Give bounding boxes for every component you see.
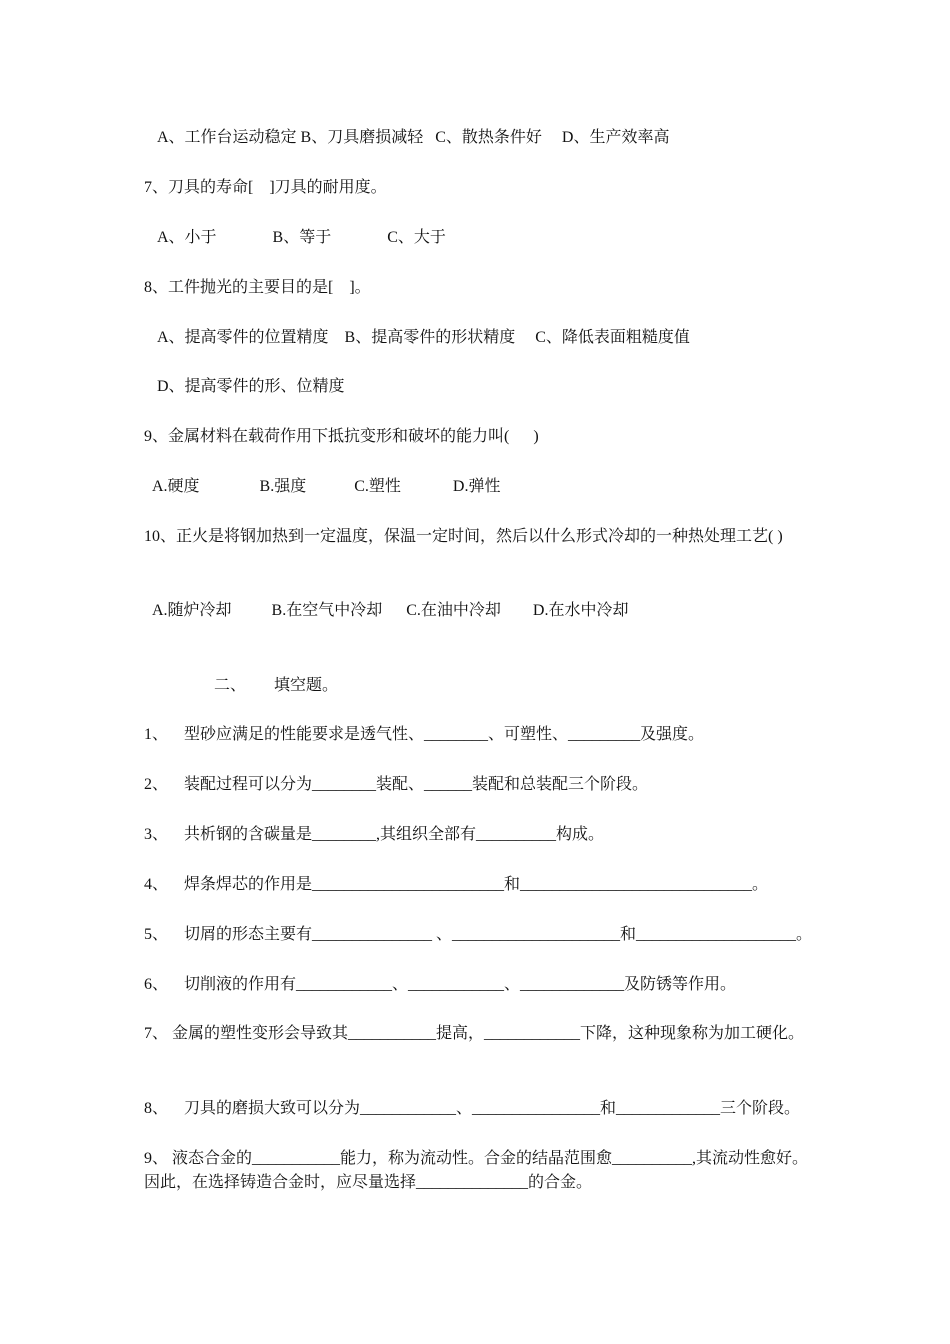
q9-stem: 9、金属材料在载荷作用下抵抗变形和破坏的能力叫( ) [144,428,539,445]
fill-item: 2、 装配过程可以分为________装配、______装配和总装配三个阶段。 [144,776,649,793]
q10-options: A.随炉冷却 B.在空气中冷却 C.在油中冷却 D.在水中冷却 [152,602,629,619]
q10-stem: 10、正火是将钢加热到一定温度，保温一定时间，然后以什么形式冷却的一种热处理工艺( ) [144,528,783,545]
q9-options: A.硬度 B.强度 C.塑性 D.弹性 [152,478,501,495]
fill-item: 9、 液态合金的___________能力，称为流动性。合金的结晶范围愈__________,其流动性愈好。因此，在选择铸造合金时，应尽量选择______________的合金。 [144,1150,809,1191]
fill-item: 8、 刀具的磨损大致可以分为____________、________________和_____________三个阶段。 [144,1100,801,1117]
fill-item: 3、 共析钢的含碳量是________,其组织全部有__________构成。 [144,826,605,843]
fill-item: 6、 切削液的作用有____________、____________、_____________及防锈等作用。 [144,976,737,993]
q6-options: A、工作台运动稳定 B、刀具磨损减轻 C、散热条件好 D、生产效率高 [157,129,670,146]
fill-item: 7、 金属的塑性变形会导致其___________提高，____________下降，这种现象称为加工硬化。 [144,1025,805,1042]
q8-options-line2: D、提高零件的形、位精度 [157,378,345,395]
q7-options: A、小于 B、等于 C、大于 [157,229,446,246]
fill-item: 4、 焊条焊芯的作用是________________________和_____________________________。 [144,876,769,893]
fill-item: 5、 切屑的形态主要有_______________ 、_____________________和____________________。 [144,926,813,943]
q8-stem: 8、工件抛光的主要目的是[ ]。 [144,279,371,296]
q8-options-line1: A、提高零件的位置精度 B、提高零件的形状精度 C、降低表面粗糙度值 [157,329,690,346]
q7-stem: 7、刀具的寿命[ ]刀具的耐用度。 [144,179,387,196]
fill-item: 1、 型砂应满足的性能要求是透气性、________、可塑性、_________及强度。 [144,726,705,743]
section-heading: 二、 填空题。 [214,677,339,694]
